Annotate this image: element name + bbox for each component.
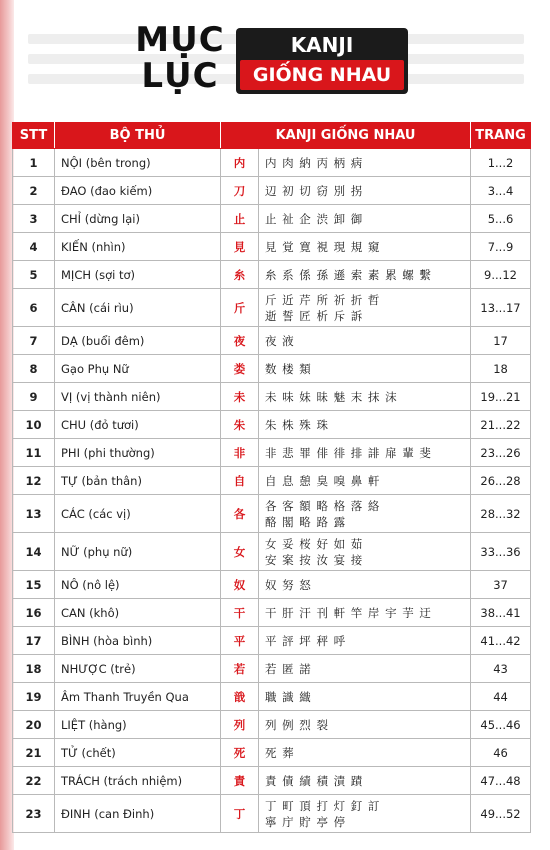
similar-kanji-list	[259, 795, 471, 833]
row-number: 16	[13, 599, 55, 627]
radical-kanji: 刀	[221, 177, 259, 205]
radical-name: KIẾN (nhìn)	[55, 233, 221, 261]
header-bo-thu: BỘ THỦ	[55, 123, 221, 149]
radical-kanji: 若	[221, 655, 259, 683]
similar-kanji-list	[259, 655, 471, 683]
similar-kanji-list	[259, 327, 471, 355]
page-range: 19...21	[471, 383, 531, 411]
toc-row[interactable]	[13, 767, 531, 795]
kanji-line: 丁 町 頂 打 灯 釘 訂	[265, 798, 381, 813]
radical-kanji: 止	[221, 205, 259, 233]
radical-name: NÔ (nô lệ)	[55, 571, 221, 599]
kanji-line: 職 識 織	[265, 689, 312, 704]
page-range: 3...4	[471, 177, 531, 205]
radical-name: CÁC (các vị)	[55, 495, 221, 533]
radical-name: TRÁCH (trách nhiệm)	[55, 767, 221, 795]
kanji-line: 自 息 憩 臭 嗅 鼻 軒	[265, 473, 381, 488]
radical-name: DẠ (buổi đêm)	[55, 327, 221, 355]
page-title	[130, 22, 230, 94]
radical-kanji: 戠	[221, 683, 259, 711]
row-number: 9	[13, 383, 55, 411]
page-range: 26...28	[471, 467, 531, 495]
radical-name: VỊ (vị thành niên)	[55, 383, 221, 411]
radical-name: MỊCH (sợi tơ)	[55, 261, 221, 289]
radical-name: CAN (khô)	[55, 599, 221, 627]
row-number: 23	[13, 795, 55, 833]
kanji-line: 非 悲 罪 俳 徘 排 誹 扉 輩 斐	[265, 445, 432, 460]
similar-kanji-list	[259, 177, 471, 205]
toc-row[interactable]	[13, 711, 531, 739]
toc-row[interactable]	[13, 627, 531, 655]
toc-row[interactable]	[13, 439, 531, 467]
similar-kanji-list	[259, 571, 471, 599]
radical-name: CÂN (cái rìu)	[55, 289, 221, 327]
toc-row[interactable]	[13, 233, 531, 261]
radical-kanji: 女	[221, 533, 259, 571]
kanji-line: 女 妥 桜 好 如 茹	[265, 536, 364, 551]
toc-row[interactable]	[13, 495, 531, 533]
row-number: 4	[13, 233, 55, 261]
kanji-line: 数 楼 類	[265, 361, 312, 376]
toc-row[interactable]	[13, 205, 531, 233]
row-number: 22	[13, 767, 55, 795]
radical-kanji: 自	[221, 467, 259, 495]
radical-kanji: 夜	[221, 327, 259, 355]
toc-row[interactable]	[13, 177, 531, 205]
kanji-line: 各 客 額 略 格 落 絡	[265, 498, 381, 513]
page-range: 23...26	[471, 439, 531, 467]
radical-kanji: 内	[221, 149, 259, 177]
row-number: 21	[13, 739, 55, 767]
title-line-1: MỤC	[135, 20, 225, 60]
header-trang: TRANG	[471, 123, 531, 149]
title-line-2: LỤC	[141, 56, 219, 96]
header-kanji: KANJI GIỐNG NHAU	[221, 123, 471, 149]
radical-kanji: 各	[221, 495, 259, 533]
title-badge-top: KANJI	[290, 33, 354, 57]
row-number: 1	[13, 149, 55, 177]
kanji-line: 逝 誓 匠 析 斥 訴	[265, 308, 364, 323]
radical-name: Âm Thanh Truyền Qua	[55, 683, 221, 711]
radical-name: ĐAO (đao kiếm)	[55, 177, 221, 205]
radical-name: NHƯỢC (trẻ)	[55, 655, 221, 683]
kanji-line: 糸 系 係 孫 遜 索 素 累 螺 繫	[265, 267, 432, 282]
page-range: 17	[471, 327, 531, 355]
kanji-line: 酪 閣 略 路 露	[265, 514, 347, 529]
radical-kanji: 干	[221, 599, 259, 627]
radical-kanji: 責	[221, 767, 259, 795]
row-number: 19	[13, 683, 55, 711]
similar-kanji-list	[259, 233, 471, 261]
kanji-line: 奴 努 怒	[265, 577, 312, 592]
page-range: 5...6	[471, 205, 531, 233]
row-number: 14	[13, 533, 55, 571]
kanji-line: 責 債 績 積 漬 蹟	[265, 773, 364, 788]
kanji-line: 安 案 按 汝 宴 接	[265, 552, 364, 567]
row-number: 5	[13, 261, 55, 289]
kanji-line: 死 葬	[265, 745, 295, 760]
page-range: 9...12	[471, 261, 531, 289]
row-number: 15	[13, 571, 55, 599]
radical-kanji: 斤	[221, 289, 259, 327]
radical-name: CHU (đỏ tươi)	[55, 411, 221, 439]
row-number: 7	[13, 327, 55, 355]
similar-kanji-list	[259, 739, 471, 767]
radical-name: LIỆT (hàng)	[55, 711, 221, 739]
kanji-line: 平 評 坪 秤 呼	[265, 633, 347, 648]
row-number: 18	[13, 655, 55, 683]
radical-kanji: 列	[221, 711, 259, 739]
row-number: 17	[13, 627, 55, 655]
radical-name: Gạo Phụ Nữ	[55, 355, 221, 383]
radical-kanji: 見	[221, 233, 259, 261]
similar-kanji-list	[259, 599, 471, 627]
kanji-line: 朱 株 殊 珠	[265, 417, 329, 432]
radical-name: TỬ (chết)	[55, 739, 221, 767]
toc-row[interactable]	[13, 467, 531, 495]
page-range: 18	[471, 355, 531, 383]
toc-row[interactable]	[13, 355, 531, 383]
page-range: 49...52	[471, 795, 531, 833]
similar-kanji-list	[259, 261, 471, 289]
page-range: 38...41	[471, 599, 531, 627]
kanji-line: 夜 液	[265, 333, 295, 348]
radical-kanji: 朱	[221, 411, 259, 439]
similar-kanji-list	[259, 289, 471, 327]
toc-row[interactable]	[13, 683, 531, 711]
radical-kanji: 未	[221, 383, 259, 411]
kanji-line: 見 覚 寛 視 現 規 窺	[265, 239, 381, 254]
kanji-line: 辺 初 切 窃 別 拐	[265, 183, 364, 198]
page-range: 45...46	[471, 711, 531, 739]
page-range: 33...36	[471, 533, 531, 571]
row-number: 20	[13, 711, 55, 739]
similar-kanji-list	[259, 627, 471, 655]
similar-kanji-list	[259, 711, 471, 739]
kanji-line: 若 匿 諾	[265, 661, 312, 676]
page-range: 1...2	[471, 149, 531, 177]
toc-body	[13, 149, 531, 833]
page-range: 43	[471, 655, 531, 683]
kanji-line: 未 味 妹 昧 魅 末 抹 沫	[265, 389, 398, 404]
radical-kanji: 死	[221, 739, 259, 767]
radical-name: BÌNH (hòa bình)	[55, 627, 221, 655]
radical-name: ĐINH (can Đinh)	[55, 795, 221, 833]
radical-kanji: 非	[221, 439, 259, 467]
radical-kanji: 平	[221, 627, 259, 655]
page-range: 28...32	[471, 495, 531, 533]
row-number: 3	[13, 205, 55, 233]
kanji-line: 斤 近 芹 所 祈 折 哲	[265, 292, 381, 307]
similar-kanji-list	[259, 495, 471, 533]
toc-row[interactable]	[13, 149, 531, 177]
toc-row[interactable]	[13, 411, 531, 439]
similar-kanji-list	[259, 355, 471, 383]
toc-row[interactable]	[13, 599, 531, 627]
similar-kanji-list	[259, 411, 471, 439]
radical-kanji: 娄	[221, 355, 259, 383]
toc-row[interactable]	[13, 289, 531, 327]
toc-row[interactable]	[13, 795, 531, 833]
row-number: 2	[13, 177, 55, 205]
page-range: 37	[471, 571, 531, 599]
row-number: 8	[13, 355, 55, 383]
radical-name: CHỈ (dừng lại)	[55, 205, 221, 233]
kanji-line: 干 肝 汗 刊 軒 竿 岸 宇 芋 迂	[265, 605, 432, 620]
header-stt: STT	[13, 123, 55, 149]
similar-kanji-list	[259, 149, 471, 177]
toc-row[interactable]	[13, 383, 531, 411]
similar-kanji-list	[259, 767, 471, 795]
radical-kanji: 丁	[221, 795, 259, 833]
row-number: 13	[13, 495, 55, 533]
toc-table	[12, 122, 531, 833]
radical-name: NỮ (phụ nữ)	[55, 533, 221, 571]
kanji-line: 寧 庁 貯 亭 停	[265, 814, 347, 829]
similar-kanji-list	[259, 533, 471, 571]
similar-kanji-list	[259, 205, 471, 233]
kanji-line: 止 祉 企 渋 卸 御	[265, 211, 364, 226]
title-badge-bottom: GIỐNG NHAU	[240, 60, 404, 90]
row-number: 11	[13, 439, 55, 467]
row-number: 6	[13, 289, 55, 327]
page-range: 41...42	[471, 627, 531, 655]
toc-row[interactable]	[13, 327, 531, 355]
toc-row[interactable]	[13, 739, 531, 767]
toc-row[interactable]	[13, 655, 531, 683]
radical-name: PHI (phi thường)	[55, 439, 221, 467]
similar-kanji-list	[259, 683, 471, 711]
similar-kanji-list	[259, 467, 471, 495]
toc-header-row	[13, 123, 531, 149]
kanji-line: 内 肉 納 丙 柄 病	[265, 155, 364, 170]
page-range: 47...48	[471, 767, 531, 795]
kanji-line: 列 例 烈 裂	[265, 717, 329, 732]
radical-kanji: 奴	[221, 571, 259, 599]
page-range: 21...22	[471, 411, 531, 439]
toc-row[interactable]	[13, 533, 531, 571]
toc-row[interactable]	[13, 571, 531, 599]
page-range: 13...17	[471, 289, 531, 327]
similar-kanji-list	[259, 439, 471, 467]
radical-kanji: 糸	[221, 261, 259, 289]
radical-name: TỰ (bản thân)	[55, 467, 221, 495]
toc-row[interactable]	[13, 261, 531, 289]
radical-name: NỘI (bên trong)	[55, 149, 221, 177]
page-range: 46	[471, 739, 531, 767]
row-number: 12	[13, 467, 55, 495]
title-badge	[236, 28, 408, 94]
page-range: 44	[471, 683, 531, 711]
row-number: 10	[13, 411, 55, 439]
page-range: 7...9	[471, 233, 531, 261]
similar-kanji-list	[259, 383, 471, 411]
